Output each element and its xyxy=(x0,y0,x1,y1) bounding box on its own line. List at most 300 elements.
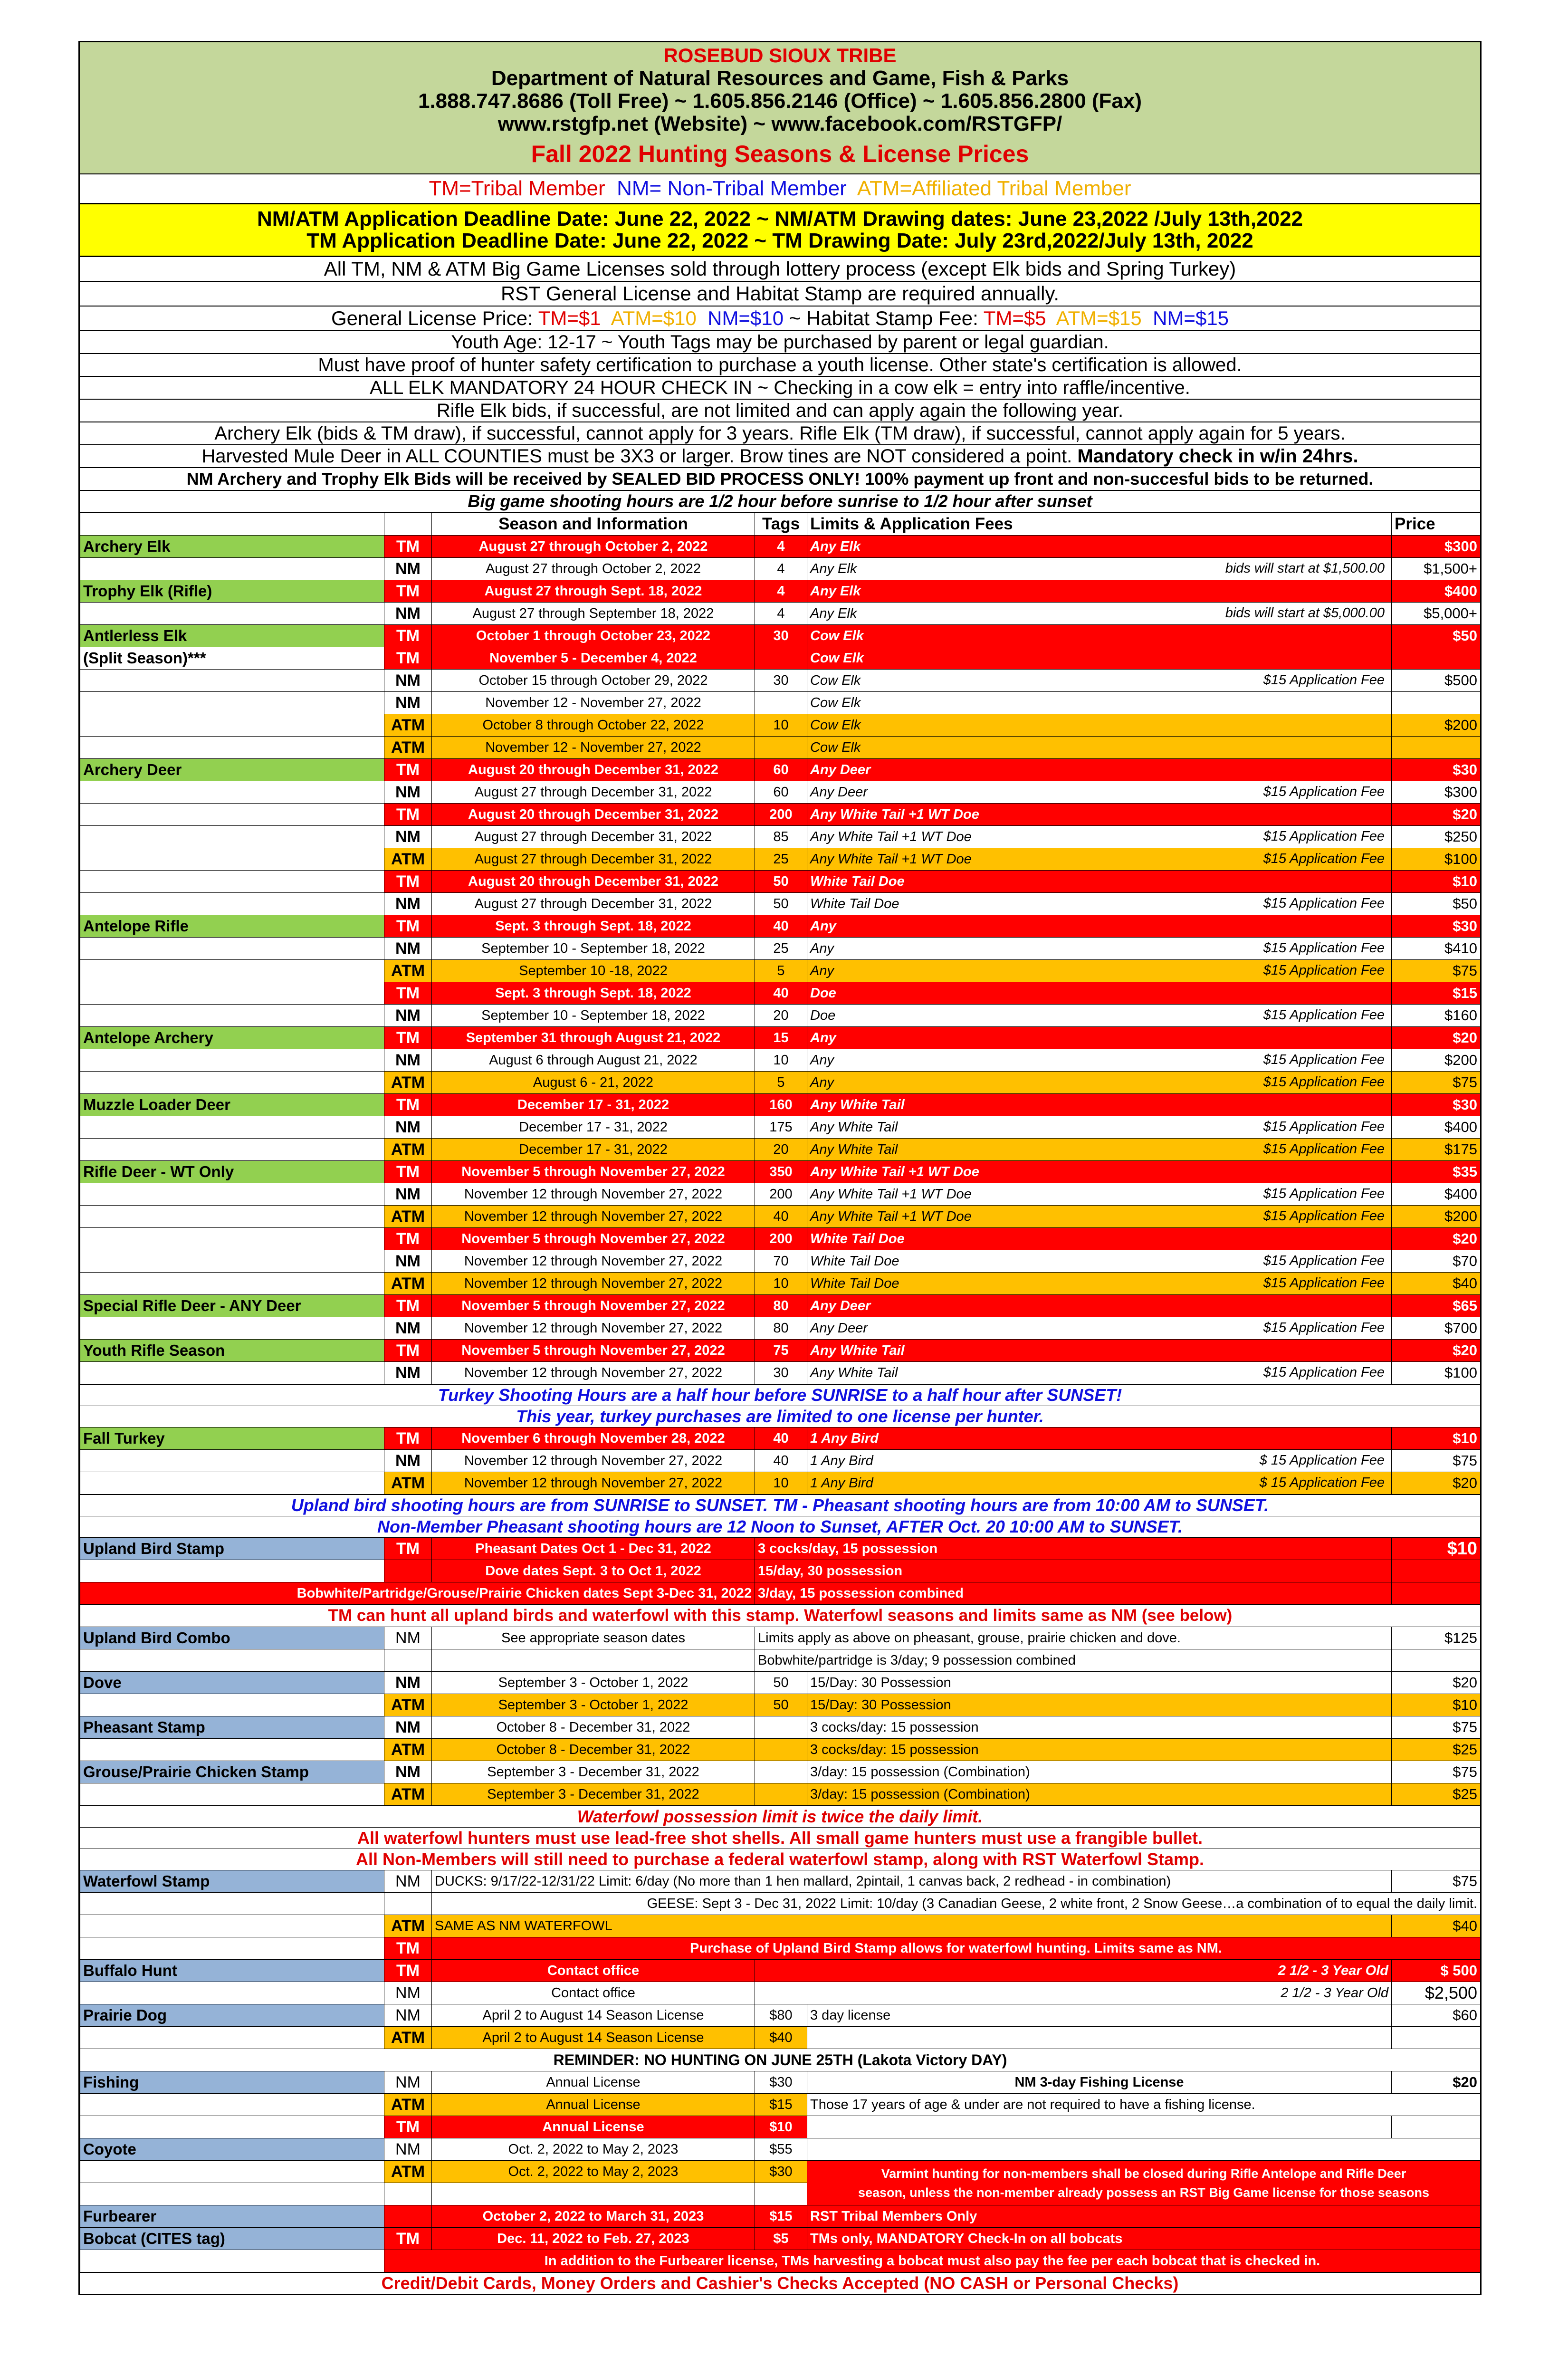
turkey-table xyxy=(80,1427,1481,1495)
coyote-atm-row: ATM Oct. 2, 2022 to May 2, 2023 $30 Varmint hunting for non-members shall be closed during Rifle Antelope and Rifle Deer season, unless the non-member already possess an RST Big Game license for those seasons xyxy=(80,2161,1481,2183)
license-name xyxy=(80,1362,384,1384)
big_game-row xyxy=(80,670,1481,692)
application-fee: $15 Application Fee xyxy=(1263,851,1385,866)
archery-elk-note: Archery Elk (bids & TM draw), if successful, cannot apply for 3 years. Rifle Elk (TM draw), if successful, cannot apply again for 5 years. xyxy=(80,422,1480,445)
small-game-table xyxy=(80,1537,1481,1806)
price: $40 xyxy=(1392,1273,1481,1295)
federal-stamp-note: All Non-Members will still need to purchase a federal waterfowl stamp, along with RST Waterfowl Stamp. xyxy=(80,1849,1480,1870)
annual-note: RST General License and Habitat Stamp are required annually. xyxy=(80,282,1480,307)
price: $75 xyxy=(1392,1761,1481,1783)
season-dates: November 5 through November 27, 2022 xyxy=(432,1228,755,1250)
license-sheet xyxy=(78,41,1482,2295)
price: $15 xyxy=(1392,982,1481,1005)
price: $20 xyxy=(1392,1672,1481,1694)
big-game-table xyxy=(80,513,1481,1384)
limit-cell: Any Deer $15 Application Fee xyxy=(807,1317,1392,1340)
limit-cell: White Tail Doe xyxy=(807,871,1392,893)
big_game-row xyxy=(80,536,1481,558)
price: $10 xyxy=(1392,1694,1481,1716)
big_game-row xyxy=(80,558,1481,580)
tag-count: 200 xyxy=(755,1228,807,1250)
tag-count: 25 xyxy=(755,938,807,960)
season-dates: August 27 through September 18, 2022 xyxy=(432,603,755,625)
tag-count: 50 xyxy=(755,1694,807,1716)
price: $20 xyxy=(1392,1340,1481,1362)
season-dates: November 12 through November 27, 2022 xyxy=(432,1317,755,1340)
legend-tm: TM=Tribal Member xyxy=(429,177,605,200)
season-dates: August 27 through Sept. 18, 2022 xyxy=(432,580,755,603)
season-dates: November 12 through November 27, 2022 xyxy=(432,1183,755,1206)
license-name xyxy=(80,1739,384,1761)
big_game-row xyxy=(80,1250,1481,1273)
limit-cell: Cow Elk $15 Application Fee xyxy=(807,670,1392,692)
license-name xyxy=(80,1250,384,1273)
price: $100 xyxy=(1392,848,1481,871)
tag-count xyxy=(755,1761,807,1783)
license-name xyxy=(80,1139,384,1161)
member-type: NM xyxy=(384,826,432,848)
big_game-row xyxy=(80,692,1481,714)
member-type: NM xyxy=(384,1116,432,1139)
member-type: TM xyxy=(384,1295,432,1317)
season-dates: October 1 through October 23, 2022 xyxy=(432,625,755,647)
license-name: Special Rifle Deer - ANY Deer xyxy=(80,1295,384,1317)
price: $200 xyxy=(1392,1206,1481,1228)
season-dates: November 5 through November 27, 2022 xyxy=(432,1340,755,1362)
big_game-row xyxy=(80,871,1481,893)
license-name xyxy=(80,714,384,737)
member-type: NM xyxy=(384,1672,432,1694)
price: $20 xyxy=(1392,1228,1481,1250)
license-name xyxy=(80,893,384,915)
tag-count xyxy=(755,692,807,714)
license-name: Antelope Archery xyxy=(80,1027,384,1049)
license-table xyxy=(80,513,1481,1384)
fishing-tm-row: TM Annual License $10 xyxy=(80,2116,1481,2138)
member-type: ATM xyxy=(384,1694,432,1716)
tag-count: 40 xyxy=(755,915,807,938)
license-name xyxy=(80,1116,384,1139)
lottery-note: All TM, NM & ATM Big Game Licenses sold through lottery process (except Elk bids and Spring Turkey) xyxy=(80,257,1480,282)
license-name xyxy=(80,960,384,982)
tag-count: 50 xyxy=(755,871,807,893)
price: $500 xyxy=(1392,670,1481,692)
member-type: ATM xyxy=(384,1072,432,1094)
member-type: NM xyxy=(384,1250,432,1273)
deadline-line-2: TM Application Deadline Date: June 22, 2022 ~ TM Drawing Date: July 23rd,2022/July 13th, 2022 xyxy=(306,229,1253,252)
price: $30 xyxy=(1392,759,1481,781)
member-type: TM xyxy=(384,915,432,938)
member-type: NM xyxy=(384,670,432,692)
member-type: TM xyxy=(384,1428,432,1450)
season-dates: September 3 - December 31, 2022 xyxy=(432,1783,755,1806)
big_game-row xyxy=(80,781,1481,804)
limit-cell: Any xyxy=(807,915,1392,938)
small_game-row xyxy=(80,1672,1481,1694)
price: $300 xyxy=(1392,781,1481,804)
tag-count: 40 xyxy=(755,1428,807,1450)
limit-cell: 1 Any Bird $ 15 Application Fee xyxy=(807,1450,1392,1472)
application-fee: $15 Application Fee xyxy=(1263,1007,1385,1023)
waterfowl-nm-row: Waterfowl Stamp NM DUCKS: 9/17/22-12/31/22 Limit: 6/day (No more than 1 hen mallard, 2pintail, 1 canvas back, 2 redhead - in combination) $75 xyxy=(80,1870,1481,1893)
price: $160 xyxy=(1392,1005,1481,1027)
prairie-dog-nm-row: Prairie Dog NM April 2 to August 14 Season License $80 3 day license $60 xyxy=(80,2004,1481,2027)
elk-check-note: ALL ELK MANDATORY 24 HOUR CHECK IN ~ Checking in a cow elk = entry into raffle/incentive. xyxy=(80,377,1480,400)
upland-combo-row: Upland Bird Combo NM See appropriate season dates Limits apply as above on pheasant, grouse, prairie chicken and dove. $125 xyxy=(80,1627,1481,1649)
application-fee: $15 Application Fee xyxy=(1263,1141,1385,1157)
price-prefix: General License Price: xyxy=(331,307,538,329)
org-name: ROSEBUD SIOUX TRIBE xyxy=(663,44,897,67)
price: $50 xyxy=(1392,893,1481,915)
big_game-row xyxy=(80,1049,1481,1072)
season-dates: November 6 through November 28, 2022 xyxy=(432,1428,755,1450)
tag-count: 20 xyxy=(755,1139,807,1161)
limit-cell: Any White Tail xyxy=(807,1340,1392,1362)
season-dates: October 8 - December 31, 2022 xyxy=(432,1716,755,1739)
limit-cell: Any White Tail $15 Application Fee xyxy=(807,1139,1392,1161)
limit-cell: Any White Tail +1 WT Doe $15 Application Fee xyxy=(807,1183,1392,1206)
season-dates: September 10 - September 18, 2022 xyxy=(432,938,755,960)
upland-combo-row-2: Bobwhite/partridge is 3/day; 9 possession combined xyxy=(80,1649,1481,1672)
bobwhite-dates-row: Bobwhite/Partridge/Grouse/Prairie Chicken dates Sept 3-Dec 31, 2022 3/day, 15 possession combined xyxy=(80,1582,1481,1605)
price-mid: ~ Habitat Stamp Fee: xyxy=(784,307,984,329)
habitat-nm: NM=$15 xyxy=(1153,307,1229,329)
turkey-hours-note: Turkey Shooting Hours are a half hour before SUNRISE to a half hour after SUNSET! xyxy=(80,1384,1480,1406)
limit-cell: 1 Any Bird xyxy=(807,1428,1392,1450)
season-dates: November 5 through November 27, 2022 xyxy=(432,1295,755,1317)
season-dates: August 6 through August 21, 2022 xyxy=(432,1049,755,1072)
limit-cell: Cow Elk xyxy=(807,692,1392,714)
application-fee: $15 Application Fee xyxy=(1263,1253,1385,1268)
season-dates: August 20 through December 31, 2022 xyxy=(432,871,755,893)
license-name xyxy=(80,982,384,1005)
member-type: NM xyxy=(384,1761,432,1783)
tag-count: 10 xyxy=(755,1049,807,1072)
limit-cell: Any $15 Application Fee xyxy=(807,938,1392,960)
tag-count: 10 xyxy=(755,1472,807,1495)
legend-atm: ATM=Affiliated Tribal Member xyxy=(857,177,1131,200)
application-fee: $15 Application Fee xyxy=(1263,784,1385,799)
big_game-row xyxy=(80,737,1481,759)
limit-cell: White Tail Doe $15 Application Fee xyxy=(807,1273,1392,1295)
mule-deer-note xyxy=(80,445,1480,468)
limit-cell: Any xyxy=(807,1027,1392,1049)
member-type: TM xyxy=(384,982,432,1005)
possession-note: Waterfowl possession limit is twice the daily limit. xyxy=(80,1806,1480,1827)
license-name xyxy=(80,1317,384,1340)
application-fee: $15 Application Fee xyxy=(1263,1365,1385,1380)
member-type: ATM xyxy=(384,1139,432,1161)
limit-cell: Any Elk bids will start at $5,000.00 xyxy=(807,603,1392,625)
season-dates: November 12 through November 27, 2022 xyxy=(432,1206,755,1228)
tag-count: 25 xyxy=(755,848,807,871)
member-type: TM xyxy=(384,759,432,781)
waterfowl-tm-row: TM Purchase of Upland Bird Stamp allows for waterfowl hunting. Limits same as NM. xyxy=(80,1937,1481,1960)
member-type: TM xyxy=(384,1228,432,1250)
col-limits: Limits & Application Fees xyxy=(807,513,1392,536)
limit-cell: Any Elk xyxy=(807,580,1392,603)
member-type: TM xyxy=(384,647,432,670)
member-type: TM xyxy=(384,625,432,647)
license-name xyxy=(80,1005,384,1027)
deadline-line-1: NM/ATM Application Deadline Date: June 22, 2022 ~ NM/ATM Drawing dates: June 23,2022 /July 13th,2022 xyxy=(257,207,1303,230)
limit-cell: White Tail Doe $15 Application Fee xyxy=(807,893,1392,915)
price: $400 xyxy=(1392,1116,1481,1139)
application-fee: bids will start at $1,500.00 xyxy=(1225,561,1385,576)
season-dates: October 8 - December 31, 2022 xyxy=(432,1739,755,1761)
deadline-banner xyxy=(80,203,1480,257)
price: $175 xyxy=(1392,1139,1481,1161)
price-note xyxy=(80,307,1480,331)
big_game-row xyxy=(80,759,1481,781)
license-name: Fall Turkey xyxy=(80,1428,384,1450)
season-dates: October 8 through October 22, 2022 xyxy=(432,714,755,737)
license-name xyxy=(80,1273,384,1295)
price-tm: TM=$1 xyxy=(538,307,601,329)
season-dates: September 3 - December 31, 2022 xyxy=(432,1761,755,1783)
member-type: NM xyxy=(384,893,432,915)
season-dates: August 6 - 21, 2022 xyxy=(432,1072,755,1094)
upland-stamp-name: Upland Bird Stamp xyxy=(80,1538,384,1560)
season-dates: November 12 - November 27, 2022 xyxy=(432,737,755,759)
price: $25 xyxy=(1392,1783,1481,1806)
limit-cell: Any $15 Application Fee xyxy=(807,1072,1392,1094)
season-dates: November 12 - November 27, 2022 xyxy=(432,692,755,714)
tag-count: 40 xyxy=(755,982,807,1005)
limit-cell: Cow Elk xyxy=(807,714,1392,737)
big_game-row xyxy=(80,982,1481,1005)
tag-count: 4 xyxy=(755,580,807,603)
price: $50 xyxy=(1392,625,1481,647)
fishing-nm-row: Fishing NM Annual License $30 NM 3-day Fishing License $20 xyxy=(80,2071,1481,2094)
tag-count: 20 xyxy=(755,1005,807,1027)
season-dates: Sept. 3 through Sept. 18, 2022 xyxy=(432,982,755,1005)
season-dates: August 27 through December 31, 2022 xyxy=(432,781,755,804)
big_game-row xyxy=(80,1295,1481,1317)
big_game-row xyxy=(80,938,1481,960)
member-type: NM xyxy=(384,1183,432,1206)
season-dates: November 12 through November 27, 2022 xyxy=(432,1450,755,1472)
tag-count: 60 xyxy=(755,759,807,781)
furbearer-row: Furbearer October 2, 2022 to March 31, 2023 $15 RST Tribal Members Only xyxy=(80,2205,1481,2228)
season-dates: October 15 through October 29, 2022 xyxy=(432,670,755,692)
big_game-row xyxy=(80,1072,1481,1094)
upland-hours-note: Upland bird shooting hours are from SUNRISE to SUNSET. TM - Pheasant shooting hours are from 10:00 AM to SUNSET. xyxy=(80,1495,1480,1516)
tag-count xyxy=(755,1739,807,1761)
season-dates: Sept. 3 through Sept. 18, 2022 xyxy=(432,915,755,938)
price: $20 xyxy=(1392,804,1481,826)
member-type: NM xyxy=(384,1317,432,1340)
member-type: NM xyxy=(384,781,432,804)
season-dates: November 12 through November 27, 2022 xyxy=(432,1472,755,1495)
license-name xyxy=(80,804,384,826)
price: $700 xyxy=(1392,1317,1481,1340)
application-fee: $15 Application Fee xyxy=(1263,1052,1385,1067)
member-type: NM xyxy=(384,938,432,960)
big_game-row xyxy=(80,647,1481,670)
legend-nm: NM= Non-Tribal Member xyxy=(617,177,847,200)
limit-cell: Doe xyxy=(807,982,1392,1005)
license-name: Antlerless Elk xyxy=(80,625,384,647)
member-type: ATM xyxy=(384,737,432,759)
license-name: Muzzle Loader Deer xyxy=(80,1094,384,1116)
tag-count: 40 xyxy=(755,1206,807,1228)
member-type: TM xyxy=(384,804,432,826)
price xyxy=(1392,692,1481,714)
column-headers xyxy=(80,513,1481,536)
tag-count: 4 xyxy=(755,558,807,580)
limit-cell: Doe $15 Application Fee xyxy=(807,1005,1392,1027)
price: $300 xyxy=(1392,536,1481,558)
upland-stamp-row: Upland Bird Stamp TM Pheasant Dates Oct 1 - Dec 31, 2022 3 cocks/day, 15 possession $10 xyxy=(80,1538,1481,1560)
price: $30 xyxy=(1392,1094,1481,1116)
tag-count: 10 xyxy=(755,714,807,737)
price: $75 xyxy=(1392,960,1481,982)
member-type: NM xyxy=(384,692,432,714)
license-name xyxy=(80,848,384,871)
tag-count: 70 xyxy=(755,1250,807,1273)
member-type: NM xyxy=(384,603,432,625)
turkey-row xyxy=(80,1428,1481,1450)
limit-cell: Any Elk bids will start at $1,500.00 xyxy=(807,558,1392,580)
web-links: www.rstgfp.net (Website) ~ www.facebook.com/RSTGFP/ xyxy=(497,112,1062,135)
tag-count: 15 xyxy=(755,1027,807,1049)
license-name xyxy=(80,781,384,804)
small_game-row xyxy=(80,1783,1481,1806)
limit-cell: Any Deer xyxy=(807,759,1392,781)
season-dates: August 27 through December 31, 2022 xyxy=(432,848,755,871)
limit-cell: Any $15 Application Fee xyxy=(807,1049,1392,1072)
big_game-row xyxy=(80,960,1481,982)
big_game-row xyxy=(80,1139,1481,1161)
license-name xyxy=(80,1450,384,1472)
price: $400 xyxy=(1392,580,1481,603)
application-fee: $15 Application Fee xyxy=(1263,940,1385,956)
limit-cell: Any Deer $15 Application Fee xyxy=(807,781,1392,804)
season-dates: September 10 -18, 2022 xyxy=(432,960,755,982)
limit-cell: 3/day: 15 possession (Combination) xyxy=(807,1783,1392,1806)
limit-cell: Any Deer xyxy=(807,1295,1392,1317)
tag-count xyxy=(755,1716,807,1739)
limit-cell: Cow Elk xyxy=(807,737,1392,759)
price xyxy=(1392,647,1481,670)
mule-deer-text: Harvested Mule Deer in ALL COUNTIES must be 3X3 or larger. Brow tines are NOT considered a point. xyxy=(201,446,1078,467)
tag-count: 85 xyxy=(755,826,807,848)
safety-note: Must have proof of hunter safety certification to purchase a youth license. Other state's certification is allowed. xyxy=(80,354,1480,377)
member-type: ATM xyxy=(384,1472,432,1495)
tag-count: 60 xyxy=(755,781,807,804)
limit-cell: 15/Day: 30 Possession xyxy=(807,1672,1392,1694)
price: $5,000+ xyxy=(1392,603,1481,625)
price: $65 xyxy=(1392,1295,1481,1317)
habitat-tm: TM=$5 xyxy=(983,307,1046,329)
pheasant-hours-note: Non-Member Pheasant shooting hours are 12 Noon to Sunset, AFTER Oct. 20 10:00 AM to SUNSET. xyxy=(80,1516,1480,1537)
license-name xyxy=(80,1206,384,1228)
application-fee: $15 Application Fee xyxy=(1263,896,1385,911)
license-name: Rifle Deer - WT Only xyxy=(80,1161,384,1183)
season-dates: September 3 - October 1, 2022 xyxy=(432,1672,755,1694)
limit-cell: 1 Any Bird $ 15 Application Fee xyxy=(807,1472,1392,1495)
price: $30 xyxy=(1392,915,1481,938)
member-type: TM xyxy=(384,580,432,603)
application-fee: $15 Application Fee xyxy=(1263,1275,1385,1291)
season-dates: November 5 through November 27, 2022 xyxy=(432,1161,755,1183)
license-name xyxy=(80,692,384,714)
price: $35 xyxy=(1392,1161,1481,1183)
buffalo-tm-row: Buffalo Hunt TM Contact office 2 1/2 - 3 Year Old $ 500 xyxy=(80,1960,1481,1982)
big_game-row xyxy=(80,1027,1481,1049)
big_game-row xyxy=(80,1005,1481,1027)
tag-count: 160 xyxy=(755,1094,807,1116)
license-name: Grouse/Prairie Chicken Stamp xyxy=(80,1761,384,1783)
rifle-bids-note: Rifle Elk bids, if successful, are not limited and can apply again the following year. xyxy=(80,400,1480,422)
turkey-row xyxy=(80,1450,1481,1472)
big_game-row xyxy=(80,1183,1481,1206)
limit-cell: 3 cocks/day: 15 possession xyxy=(807,1716,1392,1739)
big_game-row xyxy=(80,580,1481,603)
limit-cell: 3/day: 15 possession (Combination) xyxy=(807,1761,1392,1783)
tag-count: 350 xyxy=(755,1161,807,1183)
big_game-row xyxy=(80,893,1481,915)
license-name: Archery Elk xyxy=(80,536,384,558)
member-type: ATM xyxy=(384,1273,432,1295)
tag-count xyxy=(755,1783,807,1806)
limit-cell: Any White Tail xyxy=(807,1094,1392,1116)
waterfowl-geese-row: GEESE: Sept 3 - Dec 31, 2022 Limit: 10/day (3 Canadian Geese, 2 white front, 2 Snow Geese…a combination of to equal the daily limit. xyxy=(80,1893,1481,1915)
season-dates: November 12 through November 27, 2022 xyxy=(432,1273,755,1295)
limit-cell: Any White Tail +1 WT Doe xyxy=(807,804,1392,826)
member-type: ATM xyxy=(384,848,432,871)
member-type: ATM xyxy=(384,714,432,737)
big_game-row xyxy=(80,1340,1481,1362)
buffalo-nm-row: NM Contact office 2 1/2 - 3 Year Old $2,500 xyxy=(80,1982,1481,2004)
license-name: Pheasant Stamp xyxy=(80,1716,384,1739)
limit-cell: 3 cocks/day: 15 possession xyxy=(807,1739,1392,1761)
youth-note: Youth Age: 12-17 ~ Youth Tags may be purchased by parent or legal guardian. xyxy=(80,331,1480,354)
license-name xyxy=(80,558,384,580)
season-dates: August 27 through December 31, 2022 xyxy=(432,893,755,915)
price: $75 xyxy=(1392,1072,1481,1094)
sealed-bid-note: NM Archery and Trophy Elk Bids will be received by SEALED BID PROCESS ONLY! 100% payment up front and non-succesful bids to be returned. xyxy=(80,468,1480,491)
license-name xyxy=(80,826,384,848)
member-type: NM xyxy=(384,1716,432,1739)
big_game-row xyxy=(80,848,1481,871)
dove-dates-row: Dove dates Sept. 3 to Oct 1, 2022 15/day, 30 possession xyxy=(80,1560,1481,1582)
big_game-row xyxy=(80,826,1481,848)
license-name: (Split Season)*** xyxy=(80,647,384,670)
upland-stamp-note-row: TM can hunt all upland birds and waterfowl with this stamp. Waterfowl seasons and limits same as NM (see below) xyxy=(80,1605,1481,1627)
limit-cell: Any White Tail $15 Application Fee xyxy=(807,1362,1392,1384)
other-licenses-table xyxy=(80,1870,1481,2272)
phone-numbers: 1.888.747.8686 (Toll Free) ~ 1.605.856.2146 (Office) ~ 1.605.856.2800 (Fax) xyxy=(418,89,1142,113)
price: $400 xyxy=(1392,1183,1481,1206)
prairie-dog-atm-row: ATM April 2 to August 14 Season License $40 xyxy=(80,2027,1481,2049)
big_game-row xyxy=(80,915,1481,938)
season-dates: November 5 - December 4, 2022 xyxy=(432,647,755,670)
price: $20 xyxy=(1392,1027,1481,1049)
coyote-nm-row: Coyote NM Oct. 2, 2022 to May 2, 2023 $55 xyxy=(80,2138,1481,2161)
big_game-row xyxy=(80,1362,1481,1384)
bobcat-note-row: In addition to the Furbearer license, TMs harvesting a bobcat must also pay the fee per each bobcat that is checked in. xyxy=(80,2250,1481,2272)
tag-count: 4 xyxy=(755,536,807,558)
big_game-row xyxy=(80,1161,1481,1183)
application-fee: $ 15 Application Fee xyxy=(1259,1475,1385,1490)
limit-cell: Any White Tail +1 WT Doe $15 Application Fee xyxy=(807,848,1392,871)
license-name xyxy=(80,1049,384,1072)
big_game-row xyxy=(80,1228,1481,1250)
price: $250 xyxy=(1392,826,1481,848)
tag-count: 50 xyxy=(755,893,807,915)
